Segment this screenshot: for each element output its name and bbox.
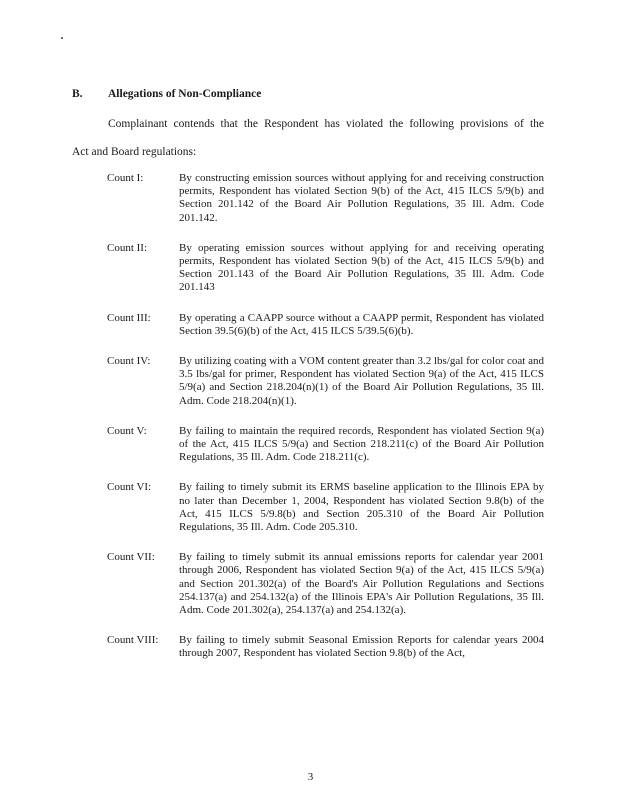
count-label: Count I: <box>107 172 144 184</box>
section-heading <box>72 88 261 100</box>
count-text: By failing to maintain the required records, Respondent has violated Section 9(a) of the Act, 415 ILCS 5/9(a) and Section 218.211(c) of the Board Air Pollution Regulations, 35 Ill. Adm. Code 218.211(c). <box>179 424 544 464</box>
section-title: Allegations of Non-Compliance <box>108 88 262 100</box>
intro-paragraph-line2: Act and Board regulations: <box>72 146 197 158</box>
count-text: By utilizing coating with a VOM content greater than 3.2 lbs/gal for color coat and 3.5 lbs/gal for primer, Respondent has violated Section 9(a) of the Act, 415 ILCS 5/9(a) and Section 218.204(n)(1) of the Board Air Pollution Regulations, 35 Ill. Adm. Code 218.204(n)(1). <box>179 355 544 407</box>
intro-paragraph-line1: Complainant contends that the Respondent has violated the following provisions of the <box>108 118 544 130</box>
count-label: Count III: <box>107 311 151 324</box>
count-item <box>107 425 544 465</box>
count-label: Count V: <box>107 424 147 437</box>
count-item <box>107 355 544 408</box>
scan-speck <box>61 37 63 39</box>
count-text: By failing to timely submit its annual emissions reports for calendar year 2001 through 2006, Respondent has violated Section 9(a) of the Act, 415 ILCS 5/9(a) and Section 201.302(a) of the Board's Air Pollution Regulations and Sections 254.137(a) and 254.132(a) of the Illinois EPA's Air Pollution Regulations, 35 Ill. Adm. Code 201.302(a), 254.137(a) and 254.132(a). <box>179 551 544 617</box>
section-letter: B. <box>72 88 83 100</box>
count-label: Count IV: <box>107 355 151 368</box>
count-text: By operating a CAAPP source without a CAAPP permit, Respondent has violated Section 39.5(6)(b) of the Act, 415 ILCS 5/39.5(6)(b). <box>179 311 544 337</box>
count-text: By failing to timely submit Seasonal Emission Reports for calendar years 2004 through 2007, Respondent has violated Section 9.8(b) of the Act, <box>179 634 544 660</box>
page-number: 3 <box>307 771 314 783</box>
count-label: Count VI: <box>107 481 152 494</box>
count-label: Count VII: <box>107 551 155 564</box>
count-item <box>107 551 544 617</box>
count-item <box>107 481 544 534</box>
count-text: By constructing emission sources without applying for and receiving construction permits, Respondent has violated Section 9(b) of the Act, 415 ILCS 5/9(b) and Section 201.142 of the Board Air Pollution Regulations, 35 Ill. Adm. Code 201.142. <box>179 172 544 224</box>
count-item <box>107 242 544 295</box>
count-label: Count VIII: <box>107 634 159 647</box>
count-text: By operating emission sources without applying for and receiving operating permits, Respondent has violated Section 9(b) of the Act, 415 ILCS 5/9(b) and Section 201.143 of the Board Air Pollution Regulations, 35 Ill. Adm. Code 201.143 <box>179 241 544 294</box>
count-text: By failing to timely submit its ERMS baseline application to the Illinois EPA by no later than December 1, 2004, Respondent has violated Section 9.8(b) of the Act, 415 ILCS 5/9.8(b) and Section 205.310 of the Board Air Pollution Regulations, 35 Ill. Adm. Code 205.310. <box>179 481 544 534</box>
count-item <box>107 634 544 660</box>
counts-list <box>107 172 544 678</box>
count-item <box>107 312 544 338</box>
count-label: Count II: <box>107 241 148 254</box>
count-item <box>107 172 544 225</box>
